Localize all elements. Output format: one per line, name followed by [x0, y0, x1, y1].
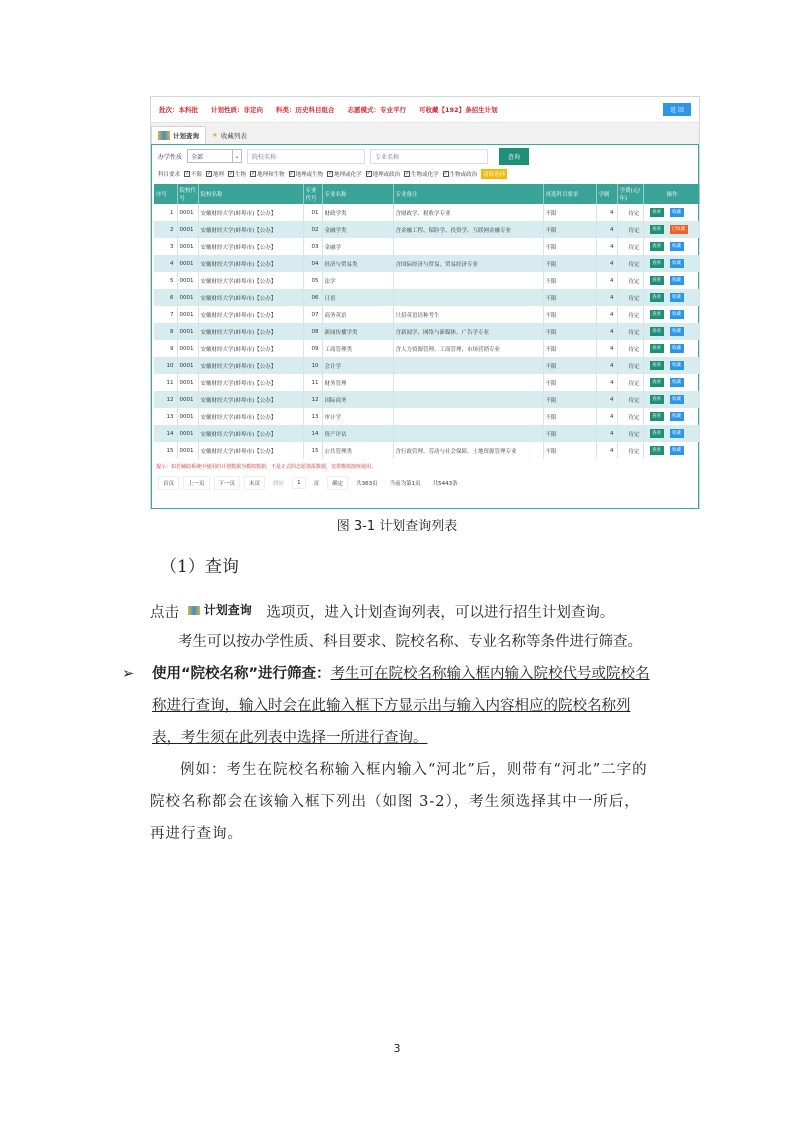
table-cell: 待定: [617, 442, 643, 459]
return-button[interactable]: 返 回: [663, 103, 691, 116]
table-cell: 0001: [177, 289, 198, 306]
chart-icon: [188, 606, 200, 615]
table-cell: 4: [596, 238, 617, 255]
table-cell: 待定: [617, 425, 643, 442]
table-cell: 金融学: [322, 238, 393, 255]
view-button[interactable]: 查看: [650, 327, 664, 336]
checkbox-checked-icon: ✓: [366, 171, 371, 177]
favorite-button[interactable]: 收藏: [670, 378, 684, 387]
table-cell: 待定: [617, 391, 643, 408]
section-heading: （1）查询: [160, 557, 239, 577]
view-button[interactable]: 查看: [650, 344, 664, 353]
school-type-select[interactable]: [187, 149, 242, 163]
column-header: 专业备注: [393, 184, 543, 204]
table-cell: 7: [154, 306, 177, 323]
column-header: 序号: [154, 184, 177, 204]
favorite-button[interactable]: 收藏: [670, 276, 684, 285]
column-header: 学制: [596, 184, 617, 204]
plan-query-screenshot: [150, 96, 700, 509]
table-cell: 11: [303, 374, 322, 391]
subject-checkbox[interactable]: [206, 170, 224, 178]
table-cell: 4: [596, 204, 617, 221]
table-cell: 4: [596, 221, 617, 238]
table-cell: 不限: [543, 255, 596, 272]
table-cell: 0001: [177, 255, 198, 272]
table-cell: 6: [154, 289, 177, 306]
table-cell: 财政学类: [322, 204, 393, 221]
table-cell: 0001: [177, 272, 198, 289]
query-panel: [151, 145, 699, 509]
prev-page-button[interactable]: 上一页: [183, 476, 210, 490]
last-page-button[interactable]: 末页: [244, 476, 265, 490]
table-cell: 不限: [543, 391, 596, 408]
table-cell: 4: [596, 408, 617, 425]
view-button[interactable]: 查看: [650, 361, 664, 370]
inline-tab-label: 计划查询: [203, 603, 252, 617]
actions-cell: [643, 374, 699, 391]
table-cell: 14: [303, 425, 322, 442]
view-button[interactable]: 查看: [650, 310, 664, 319]
subject-checkbox[interactable]: [443, 170, 478, 178]
jump-label: 跳转: [273, 481, 285, 487]
arrow-bullet-icon: ➢: [122, 666, 135, 682]
subject-checkbox[interactable]: [327, 170, 362, 178]
table-cell: 待定: [617, 306, 643, 323]
table-cell: [393, 272, 543, 289]
table-cell: 不限: [543, 306, 596, 323]
table-cell: 安徽财经大学(蚌埠市)【公办】: [198, 204, 303, 221]
table-cell: 安徽财经大学(蚌埠市)【公办】: [198, 408, 303, 425]
table-cell: 01: [303, 204, 322, 221]
column-header: 专业代号: [303, 184, 322, 204]
table-cell: 15: [154, 442, 177, 459]
plan-table: [154, 184, 700, 459]
school-name-input[interactable]: 院校名称: [247, 149, 365, 164]
table-cell: 待定: [617, 357, 643, 374]
mode-info: 志愿模式：专业平行: [347, 106, 406, 114]
school-type-value: 全部: [191, 153, 204, 161]
table-cell: 待定: [617, 323, 643, 340]
table-cell: 4: [596, 306, 617, 323]
total-pages: 共363页: [356, 481, 378, 487]
table-cell: 07: [303, 306, 322, 323]
tab-favorites[interactable]: [206, 126, 253, 144]
table-cell: 待定: [617, 289, 643, 306]
table-cell: [393, 357, 543, 374]
bullet-title: 使用“院校名称”进行筛查：: [152, 666, 331, 682]
actions-cell: [643, 442, 699, 459]
text: 点击: [150, 605, 179, 621]
column-header: 院校代号: [177, 184, 198, 204]
plan-type-info: 计划性质：非定向: [211, 106, 263, 114]
checkbox-checked-icon: ✓: [251, 171, 256, 177]
query-button[interactable]: 查询: [499, 148, 529, 165]
current-page: 当前为第1页: [389, 481, 421, 487]
table-cell: 10: [303, 357, 322, 374]
first-page-button[interactable]: 首页: [158, 476, 179, 490]
actions-cell: [643, 238, 699, 255]
table-cell: 安徽财经大学(蚌埠市)【公办】: [198, 255, 303, 272]
table-cell: 不限: [543, 221, 596, 238]
subject-requirement-label: 科目要求: [158, 172, 181, 178]
table-cell: 安徽财经大学(蚌埠市)【公办】: [198, 221, 303, 238]
bullet-school-name: [122, 658, 652, 754]
table-row: [154, 221, 699, 238]
table-cell: 安徽财经大学(蚌埠市)【公办】: [198, 391, 303, 408]
subject-label: 不限: [191, 172, 203, 178]
table-cell: 0001: [177, 374, 198, 391]
table-cell: 1: [154, 204, 177, 221]
text: 选项页，进入计划查询列表，可以进行招生计划查询。: [266, 605, 615, 621]
table-cell: 15: [303, 442, 322, 459]
tab-plan-query[interactable]: [151, 126, 206, 144]
tip-text: 提示：如若辅助系统中使用的计划数据为模拟数据，不是正式的志愿填报数据，仅供模拟演练使用。: [156, 464, 377, 470]
favorite-button[interactable]: 已收藏: [670, 225, 688, 234]
table-cell: 4: [154, 255, 177, 272]
subject-checkbox[interactable]: [250, 170, 285, 178]
table-cell: 05: [303, 272, 322, 289]
table-cell: 0001: [177, 442, 198, 459]
column-header: 院校名称: [198, 184, 303, 204]
column-header: 再选科目要求: [543, 184, 596, 204]
table-cell: 4: [596, 255, 617, 272]
favorite-button[interactable]: 收藏: [670, 344, 684, 353]
table-cell: 含人力资源管理、工商管理、市场营销专业: [393, 340, 543, 357]
chevron-down-icon: ⌄: [232, 150, 241, 162]
table-cell: 国际商务: [322, 391, 393, 408]
table-cell: 10: [154, 357, 177, 374]
table-cell: [393, 408, 543, 425]
checkbox-checked-icon: ✓: [229, 171, 234, 177]
table-cell: 9: [154, 340, 177, 357]
view-button[interactable]: 查看: [650, 208, 664, 217]
actions-cell: [643, 408, 699, 425]
table-cell: 不限: [543, 272, 596, 289]
table-row: [154, 272, 699, 289]
view-button[interactable]: 查看: [650, 446, 664, 455]
favorite-button[interactable]: 收藏: [670, 412, 684, 421]
table-row: [154, 374, 699, 391]
actions-cell: [643, 323, 699, 340]
table-cell: 经济与贸易类: [322, 255, 393, 272]
actions-cell: [643, 391, 699, 408]
table-cell: 4: [596, 374, 617, 391]
favorite-button[interactable]: 收藏: [670, 310, 684, 319]
view-button[interactable]: 查看: [650, 378, 664, 387]
confirm-button[interactable]: 确定: [327, 476, 348, 490]
table-cell: 04: [303, 255, 322, 272]
paragraph-filters: 考生可以按办学性质、科目要求、院校名称、专业名称等条件进行筛查。: [178, 634, 642, 650]
actions-cell: [643, 306, 699, 323]
table-row: [154, 238, 699, 255]
table-cell: 08: [303, 323, 322, 340]
table-cell: 安徽财经大学(蚌埠市)【公办】: [198, 272, 303, 289]
table-cell: 安徽财经大学(蚌埠市)【公办】: [198, 425, 303, 442]
table-cell: 13: [303, 408, 322, 425]
table-cell: 待定: [617, 221, 643, 238]
table-cell: 安徽财经大学(蚌埠市)【公办】: [198, 442, 303, 459]
table-cell: 12: [154, 391, 177, 408]
view-button[interactable]: 查看: [650, 412, 664, 421]
table-cell: 含行政管理、劳动与社会保障、土地资源管理专业: [393, 442, 543, 459]
table-cell: 2: [154, 221, 177, 238]
checkbox-checked-icon: ✓: [443, 171, 448, 177]
table-cell: 财务管理: [322, 374, 393, 391]
table-cell: 日语: [322, 289, 393, 306]
table-cell: 0001: [177, 391, 198, 408]
table-cell: 11: [154, 374, 177, 391]
subject-checkbox[interactable]: [289, 170, 324, 178]
checkbox-checked-icon: ✓: [289, 171, 294, 177]
subject-checkbox[interactable]: [184, 170, 202, 178]
table-cell: 0001: [177, 204, 198, 221]
actions-cell: [643, 340, 699, 357]
pagination: [152, 474, 698, 492]
table-cell: 只招英语语种考生: [393, 306, 543, 323]
table-cell: 工商管理类: [322, 340, 393, 357]
view-button[interactable]: 查看: [650, 429, 664, 438]
favorite-button[interactable]: 收藏: [670, 242, 684, 251]
table-cell: 4: [596, 323, 617, 340]
table-cell: 不限: [543, 204, 596, 221]
view-button[interactable]: 查看: [650, 225, 664, 234]
table-cell: 不限: [543, 289, 596, 306]
table-cell: 0001: [177, 357, 198, 374]
subject-label: 地理或化学: [334, 172, 362, 178]
table-cell: 不限: [543, 425, 596, 442]
subject-label: 地理或政治: [372, 172, 401, 178]
checkbox-checked-icon: ✓: [405, 171, 410, 177]
checkbox-checked-icon: ✓: [185, 171, 190, 177]
subject-label: 生物: [235, 172, 247, 178]
view-button[interactable]: 查看: [650, 242, 664, 251]
table-cell: 0001: [177, 408, 198, 425]
table-cell: 不限: [543, 238, 596, 255]
table-cell: 含国际经济与贸易、贸易经济专业: [393, 255, 543, 272]
table-cell: 4: [596, 391, 617, 408]
page-number: 3: [393, 1042, 401, 1055]
subject-checkbox[interactable]: [404, 170, 439, 178]
subject-label: 地理和生物: [257, 172, 285, 178]
table-cell: 安徽财经大学(蚌埠市)【公办】: [198, 289, 303, 306]
table-cell: 13: [154, 408, 177, 425]
favorite-button[interactable]: 收藏: [670, 327, 684, 336]
table-cell: 0001: [177, 425, 198, 442]
table-cell: 审计学: [322, 408, 393, 425]
table-cell: 09: [303, 340, 322, 357]
table-cell: 待定: [617, 204, 643, 221]
table-cell: 法学: [322, 272, 393, 289]
table-cell: 02: [303, 221, 322, 238]
table-cell: 4: [596, 272, 617, 289]
table-cell: 0001: [177, 340, 198, 357]
table-cell: 安徽财经大学(蚌埠市)【公办】: [198, 323, 303, 340]
table-cell: [393, 289, 543, 306]
major-name-input[interactable]: 专业名称: [370, 149, 488, 164]
paragraph-example: 例如：考生在院校名称输入框内输入“河北”后，则带有“河北”二字的院校名称都会在该输入框下列出（如图 3-2），考生须选择其中一所后，再进行查询。: [150, 762, 648, 842]
chart-icon: [158, 131, 170, 140]
subject-label: 地理或生物: [295, 172, 324, 178]
table-row: [154, 442, 699, 459]
table-cell: 4: [596, 425, 617, 442]
table-cell: 不限: [543, 374, 596, 391]
table-cell: [393, 238, 543, 255]
table-cell: 安徽财经大学(蚌埠市)【公办】: [198, 340, 303, 357]
favorite-button[interactable]: 收藏: [670, 429, 684, 438]
table-cell: 安徽财经大学(蚌埠市)【公办】: [198, 238, 303, 255]
actions-cell: [643, 425, 699, 442]
collect-limit-info: 可收藏【192】条招生计划: [419, 106, 498, 114]
table-cell: 0001: [177, 221, 198, 238]
table-cell: 待定: [617, 374, 643, 391]
table-cell: 资产评估: [322, 425, 393, 442]
table-cell: 安徽财经大学(蚌埠市)【公办】: [198, 374, 303, 391]
table-cell: 公共管理类: [322, 442, 393, 459]
table-row: [154, 255, 699, 272]
table-cell: [393, 391, 543, 408]
table-cell: 12: [303, 391, 322, 408]
actions-cell: [643, 204, 699, 221]
table-cell: 新闻传播学类: [322, 323, 393, 340]
next-page-button[interactable]: 下一页: [214, 476, 241, 490]
tab-label: 收藏列表: [220, 131, 247, 140]
table-cell: 含新闻学、网络与新媒体、广告学专业: [393, 323, 543, 340]
table-row: [154, 357, 699, 374]
bullet-text: 考生可在院校名称输入框内输入院校代号或院校名称进行查询，输入时会在此输入框下方显示出与输入内容相应的院校名称列表，考生须在此列表中选择一所进行查询。: [152, 666, 650, 746]
table-cell: 8: [154, 323, 177, 340]
table-cell: 待定: [617, 340, 643, 357]
table-cell: 会计学: [322, 357, 393, 374]
favorite-button[interactable]: 收藏: [670, 395, 684, 404]
subject-checkbox[interactable]: [228, 170, 246, 178]
table-row: [154, 289, 699, 306]
table-cell: 待定: [617, 255, 643, 272]
table-cell: 不限: [543, 357, 596, 374]
paragraph-click-tab: [150, 594, 646, 629]
actions-cell: [643, 221, 699, 238]
view-button[interactable]: 查看: [650, 395, 664, 404]
table-cell: 不限: [543, 323, 596, 340]
table-cell: 0001: [177, 306, 198, 323]
table-row: [154, 391, 699, 408]
actions-cell: [643, 289, 699, 306]
table-row: [154, 306, 699, 323]
subject-label: 生物或政治: [449, 172, 478, 178]
column-header: 学费(元/年): [617, 184, 643, 204]
view-button[interactable]: 查看: [650, 276, 664, 285]
table-cell: 待定: [617, 272, 643, 289]
column-header: 专业名称: [322, 184, 393, 204]
table-cell: 不限: [543, 442, 596, 459]
checkbox-checked-icon: ✓: [328, 171, 333, 177]
table-cell: [393, 374, 543, 391]
table-cell: 0001: [177, 323, 198, 340]
table-cell: 03: [303, 238, 322, 255]
school-type-label: 办学性质: [158, 153, 183, 161]
table-row: [154, 340, 699, 357]
actions-cell: [643, 272, 699, 289]
tab-bar: [151, 123, 699, 145]
table-cell: 14: [154, 425, 177, 442]
table-row: [154, 425, 699, 442]
subject-label: 地理: [213, 172, 225, 178]
favorite-button[interactable]: 收藏: [670, 446, 684, 455]
subject-checkbox[interactable]: [366, 170, 401, 178]
favorite-button[interactable]: 收藏: [670, 259, 684, 268]
table-cell: 06: [303, 289, 322, 306]
actions-cell: [643, 255, 699, 272]
table-row: [154, 204, 699, 221]
column-header: 操作: [643, 184, 699, 204]
star-icon: ★: [212, 131, 218, 139]
table-cell: 金融学类: [322, 221, 393, 238]
table-cell: 不限: [543, 408, 596, 425]
subject-category-info: 科类：历史科目组合: [276, 106, 335, 114]
favorite-button[interactable]: 收藏: [670, 208, 684, 217]
view-button[interactable]: 查看: [650, 259, 664, 268]
table-cell: 安徽财经大学(蚌埠市)【公办】: [198, 306, 303, 323]
table-cell: 待定: [617, 238, 643, 255]
total-records: 共5443条: [432, 481, 458, 487]
batch-info: 批次：本科批: [159, 106, 198, 114]
page-input[interactable]: 1: [292, 477, 306, 489]
table-cell: 商务英语: [322, 306, 393, 323]
table-cell: 3: [154, 238, 177, 255]
table-cell: 0001: [177, 238, 198, 255]
table-cell: [393, 425, 543, 442]
actions-cell: [643, 357, 699, 374]
table-cell: 含财政学、税收学专业: [393, 204, 543, 221]
table-row: [154, 408, 699, 425]
page-unit: 页: [313, 481, 320, 487]
table-cell: 5: [154, 272, 177, 289]
table-cell: 4: [596, 289, 617, 306]
table-cell: 待定: [617, 408, 643, 425]
subject-label: 生物或化学: [411, 172, 439, 178]
table-cell: 安徽财经大学(蚌埠市)【公办】: [198, 357, 303, 374]
clear-selection-button[interactable]: 清除选择: [481, 169, 507, 179]
table-cell: 不限: [543, 340, 596, 357]
table-cell: 4: [596, 340, 617, 357]
checkbox-checked-icon: ✓: [207, 171, 212, 177]
table-cell: 含金融工程、保险学、投资学、互联网金融专业: [393, 221, 543, 238]
table-row: [154, 323, 699, 340]
tab-label: 计划查询: [173, 132, 199, 140]
table-cell: 4: [596, 357, 617, 374]
favorite-button[interactable]: 收藏: [670, 361, 684, 370]
figure-caption: 图 3-1 计划查询列表: [336, 519, 458, 534]
table-cell: 4: [596, 442, 617, 459]
view-button[interactable]: 查看: [650, 293, 664, 302]
favorite-button[interactable]: 收藏: [670, 293, 684, 302]
inline-tab-image: [188, 603, 252, 617]
info-header: [151, 97, 699, 123]
